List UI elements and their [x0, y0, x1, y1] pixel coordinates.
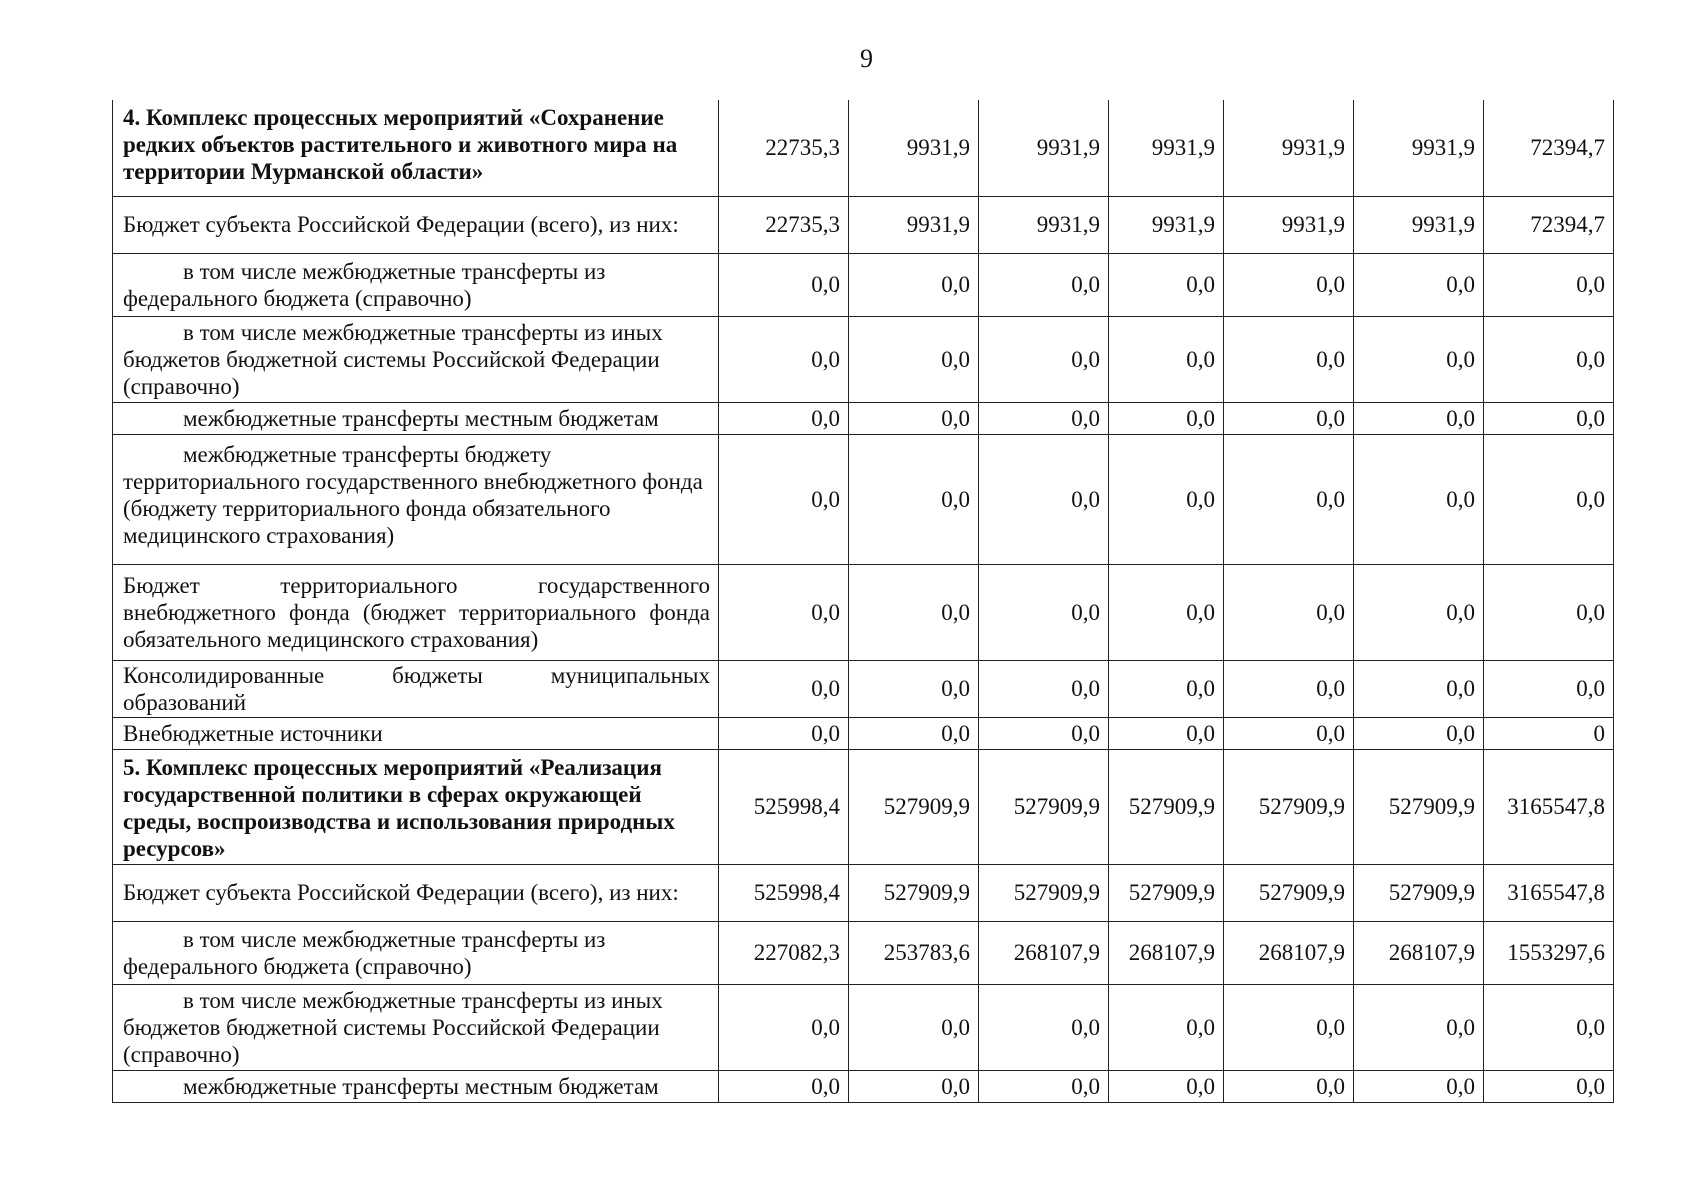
value-cell: 0,0 — [719, 316, 849, 402]
value-cell: 0,0 — [1354, 660, 1484, 717]
value-cell: 253783,6 — [849, 921, 979, 984]
value-cell: 527909,9 — [1354, 749, 1484, 864]
value-cell: 0,0 — [1224, 434, 1354, 564]
value-cell: 0,0 — [1224, 1070, 1354, 1102]
value-cell: 0,0 — [1354, 434, 1484, 564]
row-label: межбюджетные трансферты местным бюджетам — [113, 1070, 719, 1102]
table-row — [113, 564, 1614, 660]
value-cell: 0,0 — [1354, 717, 1484, 749]
value-cell: 527909,9 — [1224, 749, 1354, 864]
value-cell: 0,0 — [1354, 984, 1484, 1070]
value-cell: 0,0 — [979, 434, 1109, 564]
row-label: Бюджет территориального государственного внебюджетного фонда (бюджет территориального фонда обязательного медицинского страхования) — [113, 564, 719, 660]
value-cell: 0,0 — [719, 564, 849, 660]
value-cell: 527909,9 — [979, 864, 1109, 921]
value-cell: 9931,9 — [849, 196, 979, 253]
value-cell: 0,0 — [979, 717, 1109, 749]
value-cell: 527909,9 — [1109, 749, 1224, 864]
page-number: 9 — [860, 44, 873, 73]
value-cell: 527909,9 — [849, 864, 979, 921]
row-label: в том числе межбюджетные трансферты из иных бюджетов бюджетной системы Российской Федерации (справочно) — [113, 316, 719, 402]
value-cell: 0,0 — [1354, 253, 1484, 316]
value-cell: 527909,9 — [1354, 864, 1484, 921]
value-cell: 0,0 — [1484, 434, 1614, 564]
value-cell: 72394,7 — [1484, 100, 1614, 196]
value-cell: 0,0 — [1109, 1070, 1224, 1102]
value-cell: 0,0 — [1354, 564, 1484, 660]
table-row — [113, 749, 1614, 864]
row-label: Бюджет субъекта Российской Федерации (всего), из них: — [113, 196, 719, 253]
value-cell: 9931,9 — [849, 100, 979, 196]
value-cell: 268107,9 — [1109, 921, 1224, 984]
value-cell: 9931,9 — [1109, 100, 1224, 196]
table-row — [113, 864, 1614, 921]
value-cell: 0,0 — [1484, 316, 1614, 402]
table-row — [113, 316, 1614, 402]
row-label: в том числе межбюджетные трансферты из федерального бюджета (справочно) — [113, 921, 719, 984]
value-cell: 9931,9 — [1109, 196, 1224, 253]
value-cell: 9931,9 — [1224, 100, 1354, 196]
value-cell: 0,0 — [1224, 564, 1354, 660]
value-cell: 0,0 — [849, 402, 979, 434]
value-cell: 0,0 — [979, 402, 1109, 434]
value-cell: 0,0 — [1484, 253, 1614, 316]
value-cell: 0,0 — [719, 984, 849, 1070]
table-row — [113, 253, 1614, 316]
value-cell: 9931,9 — [1354, 196, 1484, 253]
value-cell: 0,0 — [1109, 316, 1224, 402]
value-cell: 0,0 — [1484, 564, 1614, 660]
value-cell: 527909,9 — [1224, 864, 1354, 921]
value-cell: 9931,9 — [1224, 196, 1354, 253]
value-cell: 0,0 — [1484, 402, 1614, 434]
value-cell: 0,0 — [979, 1070, 1109, 1102]
value-cell: 0,0 — [1484, 1070, 1614, 1102]
value-cell: 268107,9 — [1224, 921, 1354, 984]
value-cell: 0,0 — [719, 253, 849, 316]
value-cell: 9931,9 — [1354, 100, 1484, 196]
value-cell: 9931,9 — [979, 196, 1109, 253]
value-cell: 0,0 — [1224, 984, 1354, 1070]
value-cell: 3165547,8 — [1484, 749, 1614, 864]
table-row — [113, 434, 1614, 564]
value-cell: 0,0 — [1224, 253, 1354, 316]
value-cell: 268107,9 — [1354, 921, 1484, 984]
value-cell: 0,0 — [1224, 316, 1354, 402]
value-cell: 0,0 — [979, 984, 1109, 1070]
table-row — [113, 984, 1614, 1070]
value-cell: 0,0 — [849, 660, 979, 717]
row-label: Бюджет субъекта Российской Федерации (всего), из них: — [113, 864, 719, 921]
value-cell: 0,0 — [1484, 660, 1614, 717]
value-cell: 0,0 — [719, 660, 849, 717]
table-row — [113, 402, 1614, 434]
value-cell: 0,0 — [1109, 253, 1224, 316]
value-cell: 268107,9 — [979, 921, 1109, 984]
value-cell: 0,0 — [849, 253, 979, 316]
value-cell: 0,0 — [849, 564, 979, 660]
value-cell: 0,0 — [719, 434, 849, 564]
value-cell: 0,0 — [979, 253, 1109, 316]
value-cell: 525998,4 — [719, 749, 849, 864]
value-cell: 0,0 — [849, 434, 979, 564]
value-cell: 0,0 — [1109, 660, 1224, 717]
value-cell: 0,0 — [1109, 434, 1224, 564]
value-cell: 9931,9 — [979, 100, 1109, 196]
value-cell: 527909,9 — [849, 749, 979, 864]
value-cell: 72394,7 — [1484, 196, 1614, 253]
value-cell: 0 — [1484, 717, 1614, 749]
value-cell: 0,0 — [1224, 402, 1354, 434]
value-cell: 3165547,8 — [1484, 864, 1614, 921]
value-cell: 1553297,6 — [1484, 921, 1614, 984]
value-cell: 0,0 — [1109, 564, 1224, 660]
table-row — [113, 717, 1614, 749]
value-cell: 0,0 — [849, 1070, 979, 1102]
value-cell: 0,0 — [849, 984, 979, 1070]
section-5-title: 5. Комплекс процессных мероприятий «Реализация государственной политики в сферах окружающей среды, воспроизводства и использования природных ресурсов» — [113, 749, 719, 864]
value-cell: 0,0 — [1354, 402, 1484, 434]
value-cell: 0,0 — [979, 660, 1109, 717]
row-label: в том числе межбюджетные трансферты из иных бюджетов бюджетной системы Российской Федерации (справочно) — [113, 984, 719, 1070]
value-cell: 0,0 — [849, 316, 979, 402]
row-label: в том числе межбюджетные трансферты из федерального бюджета (справочно) — [113, 253, 719, 316]
value-cell: 0,0 — [979, 564, 1109, 660]
table-row — [113, 100, 1614, 196]
row-label: Внебюджетные источники — [113, 717, 719, 749]
value-cell: 525998,4 — [719, 864, 849, 921]
section-4-title: 4. Комплекс процессных мероприятий «Сохранение редких объектов растительного и животного мира на территории Мурманской области» — [113, 100, 719, 196]
table-row — [113, 196, 1614, 253]
value-cell: 0,0 — [1354, 316, 1484, 402]
value-cell: 22735,3 — [719, 100, 849, 196]
table-row — [113, 660, 1614, 717]
value-cell: 0,0 — [1109, 984, 1224, 1070]
value-cell: 0,0 — [1224, 660, 1354, 717]
value-cell: 22735,3 — [719, 196, 849, 253]
value-cell: 0,0 — [1109, 402, 1224, 434]
value-cell: 227082,3 — [719, 921, 849, 984]
value-cell: 0,0 — [719, 717, 849, 749]
value-cell: 0,0 — [1484, 984, 1614, 1070]
value-cell: 0,0 — [719, 1070, 849, 1102]
budget-table-container — [112, 100, 1614, 1103]
row-label: межбюджетные трансферты местным бюджетам — [113, 402, 719, 434]
value-cell: 527909,9 — [979, 749, 1109, 864]
value-cell: 527909,9 — [1109, 864, 1224, 921]
value-cell: 0,0 — [1109, 717, 1224, 749]
value-cell: 0,0 — [1224, 717, 1354, 749]
table-row — [113, 921, 1614, 984]
value-cell: 0,0 — [849, 717, 979, 749]
table-row — [113, 1070, 1614, 1102]
row-label: Консолидированные бюджеты муниципальных образований — [113, 660, 719, 717]
value-cell: 0,0 — [979, 316, 1109, 402]
row-label: межбюджетные трансферты бюджету территориального государственного внебюджетного фонда (бюджету территориального фонда обязательного медицинского страхования) — [113, 434, 719, 564]
budget-table — [112, 100, 1614, 1103]
value-cell: 0,0 — [719, 402, 849, 434]
value-cell: 0,0 — [1354, 1070, 1484, 1102]
